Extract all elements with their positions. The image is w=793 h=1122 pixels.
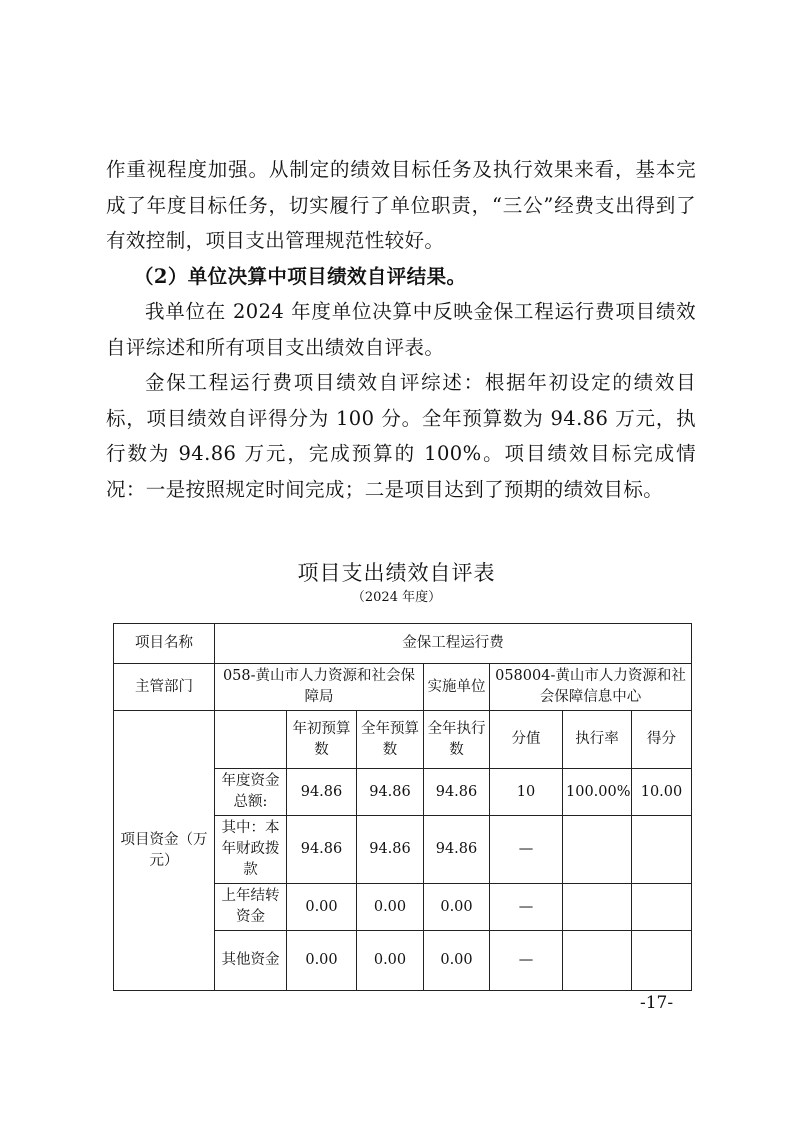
value-cell: 0.00 bbox=[424, 931, 490, 991]
page-number: -17- bbox=[640, 993, 674, 1013]
value-cell: 94.86 bbox=[287, 769, 357, 816]
value-cell: 0.00 bbox=[424, 884, 490, 931]
value-cell bbox=[563, 816, 632, 884]
dept-label: 主管部门 bbox=[114, 664, 215, 711]
value-cell: 0.00 bbox=[357, 884, 424, 931]
value-cell: 0.00 bbox=[287, 931, 357, 991]
header-cell: 得分 bbox=[632, 711, 692, 769]
paragraph-2: 我单位在 2024 年度单位决算中反映金保工程运行费项目绩效自评综述和所有项目支出绩效自评表。 bbox=[106, 300, 696, 359]
value-cell: 0.00 bbox=[357, 931, 424, 991]
project-name: 金保工程运行费 bbox=[215, 624, 692, 664]
header-cell: 分值 bbox=[490, 711, 563, 769]
value-cell: 100.00% bbox=[563, 769, 632, 816]
funds-label: 项目资金（万元） bbox=[114, 711, 215, 991]
performance-table bbox=[113, 623, 692, 991]
header-blank bbox=[215, 711, 287, 769]
header-cell: 年初预算数 bbox=[287, 711, 357, 769]
row-label: 其中：本年财政拨款 bbox=[215, 816, 287, 884]
row-label: 其他资金 bbox=[215, 931, 287, 991]
value-cell: — bbox=[490, 931, 563, 991]
value-cell bbox=[632, 931, 692, 991]
value-cell: 94.86 bbox=[424, 769, 490, 816]
value-cell: 94.86 bbox=[357, 769, 424, 816]
table-title: 项目支出绩效自评表 bbox=[297, 561, 496, 585]
paragraph-1: 作重视程度加强。从制定的绩效目标任务及执行效果来看，基本完成了年度目标任务，切实履行了单位职责，“三公”经费支出得到了有效控制，项目支出管理规范性较好。 bbox=[106, 158, 696, 252]
section-heading: （2）单位决算中项目绩效自评结果。 bbox=[134, 264, 467, 288]
table-subtitle: （2024 年度） bbox=[351, 590, 442, 605]
value-cell: 94.86 bbox=[357, 816, 424, 884]
value-cell bbox=[632, 816, 692, 884]
value-cell: — bbox=[490, 884, 563, 931]
paragraph-3: 金保工程运行费项目绩效自评综述：根据年初设定的绩效目标，项目绩效自评得分为 100 分。全年预算数为 94.86 万元，执行数为 94.86 万元，完成预算的 100%。项目绩效目标完成情况：一是按照规定时间完成；二是项目达到了预期的绩效目标。 bbox=[106, 371, 696, 501]
value-cell: 94.86 bbox=[424, 816, 490, 884]
header-cell: 执行率 bbox=[563, 711, 632, 769]
header-cell: 全年预算数 bbox=[357, 711, 424, 769]
impl-value: 058004-黄山市人力资源和社会保障信息中心 bbox=[490, 664, 692, 711]
row-label: 上年结转资金 bbox=[215, 884, 287, 931]
value-cell: 10.00 bbox=[632, 769, 692, 816]
value-cell: 94.86 bbox=[287, 816, 357, 884]
project-name-label: 项目名称 bbox=[114, 624, 215, 664]
value-cell: — bbox=[490, 816, 563, 884]
impl-label: 实施单位 bbox=[424, 664, 490, 711]
row-label: 年度资金总额: bbox=[215, 769, 287, 816]
value-cell bbox=[632, 884, 692, 931]
value-cell: 10 bbox=[490, 769, 563, 816]
dept-value: 058-黄山市人力资源和社会保障局 bbox=[215, 664, 424, 711]
body-text bbox=[106, 152, 696, 507]
value-cell bbox=[563, 931, 632, 991]
value-cell bbox=[563, 884, 632, 931]
value-cell: 0.00 bbox=[287, 884, 357, 931]
header-cell: 全年执行数 bbox=[424, 711, 490, 769]
